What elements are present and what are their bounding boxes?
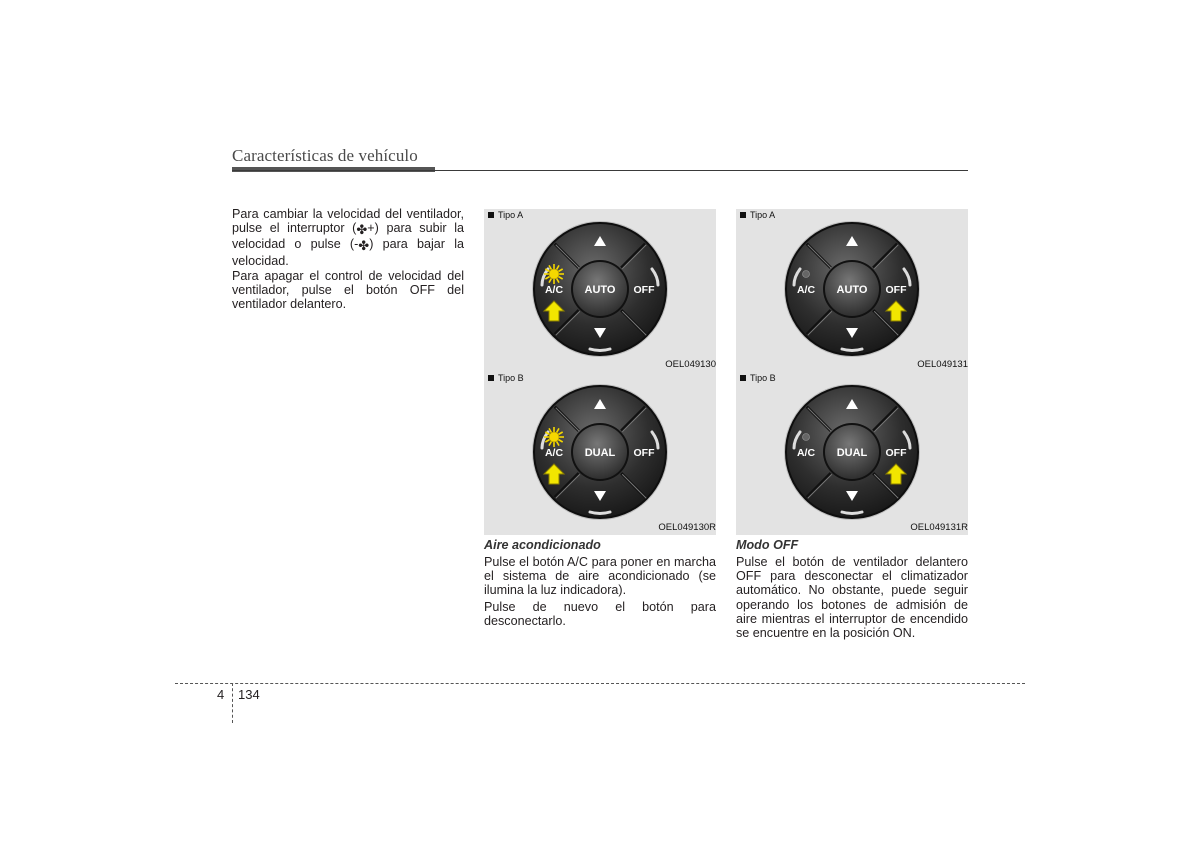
figure-code: OEL049130 xyxy=(665,359,716,370)
intro-column xyxy=(232,207,464,312)
section-title: Aire acondicionado xyxy=(484,538,601,552)
figure-code: OEL049131R xyxy=(910,522,968,533)
chapter-number: 4 xyxy=(217,687,225,702)
section-paragraph: Pulse de nuevo el botón para desconectarlo. xyxy=(484,599,716,628)
page-title: Características de vehículo xyxy=(232,146,418,165)
section-title: Modo OFF xyxy=(736,538,799,552)
center-button-label: AUTO xyxy=(584,284,616,296)
indicator-light-on-icon xyxy=(549,269,559,279)
climate-control-knob xyxy=(530,218,670,360)
figure-label: Tipo A xyxy=(488,210,523,220)
section-paragraph: Pulse el botón de ventilador delantero OFF para desconectar el climatizador automático. No obstante, puede seguir operando los botones de admisión de aire mientras el interruptor de encendido se encuentre en la posición ON. xyxy=(736,555,968,641)
figure-tipo-a-ac xyxy=(484,209,716,372)
off-button-label: OFF xyxy=(633,447,655,459)
header-rule xyxy=(232,170,968,171)
figure-tipo-b-ac xyxy=(484,372,716,535)
page-number: 134 xyxy=(238,687,260,702)
climate-control-knob xyxy=(782,381,922,523)
fan-icon: ✤ xyxy=(356,222,368,238)
section-aire-acondicionado xyxy=(484,538,716,630)
ac-button-label: A/C xyxy=(544,284,564,296)
figure-code: OEL049130R xyxy=(658,522,716,533)
center-button-label: DUAL xyxy=(584,447,616,459)
center-button-label: DUAL xyxy=(836,447,868,459)
section-paragraph: Pulse el botón A/C para poner en marcha el sistema de aire acondicionado (se ilumina la luz indicadora). xyxy=(484,555,716,598)
intro-paragraph-1: Para cambiar la velocidad del ventilador, pulse el interruptor (✤+) para subir la velocidad o pulse (-✤) para bajar la velocidad. xyxy=(232,207,464,268)
intro-paragraph-2: Para apagar el control de velocidad del ventilador, pulse el botón OFF del ventilador delantero. xyxy=(232,268,464,312)
ac-button-label: A/C xyxy=(796,447,816,459)
indicator-light-off-icon xyxy=(803,434,810,441)
climate-control-knob xyxy=(530,381,670,523)
figure-label: Tipo B xyxy=(740,373,776,383)
indicator-light-off-icon xyxy=(803,271,810,278)
figure-label: Tipo B xyxy=(488,373,524,383)
off-button-label: OFF xyxy=(885,284,907,296)
climate-control-knob xyxy=(782,218,922,360)
off-button-label: OFF xyxy=(633,284,655,296)
fan-icon: ✤ xyxy=(358,238,370,254)
footer-divider xyxy=(232,683,233,723)
figure-tipo-b-off xyxy=(736,372,968,535)
ac-button-label: A/C xyxy=(544,447,564,459)
section-modo-off xyxy=(736,538,968,642)
off-button-label: OFF xyxy=(885,447,907,459)
figure-tipo-a-off xyxy=(736,209,968,372)
footer-rule xyxy=(175,683,1025,684)
center-button-label: AUTO xyxy=(836,284,868,296)
figure-label: Tipo A xyxy=(740,210,775,220)
indicator-light-on-icon xyxy=(549,432,559,442)
ac-button-label: A/C xyxy=(796,284,816,296)
figure-code: OEL049131 xyxy=(917,359,968,370)
